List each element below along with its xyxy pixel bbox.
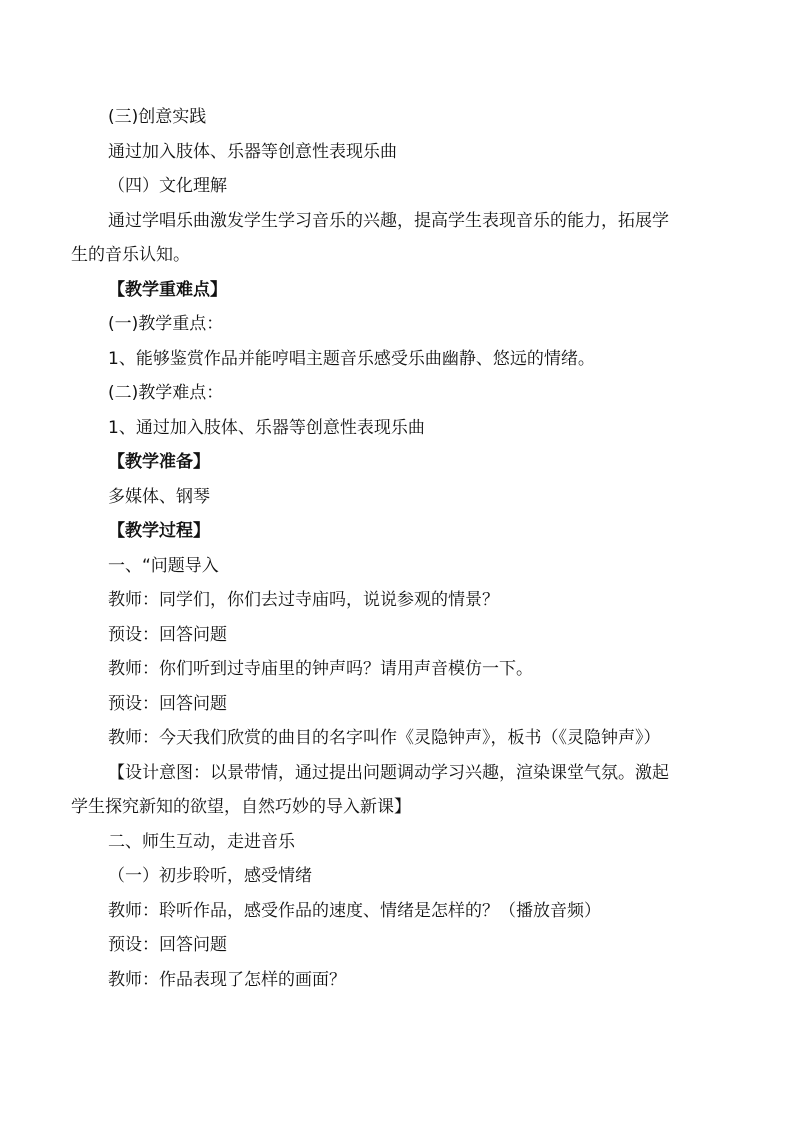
text-line: 【设计意图：以景带情，通过提出问题调动学习兴趣，渲染课堂气氛。激起: [108, 762, 669, 783]
text-line: (三)创意实践: [108, 107, 207, 127]
text-line: （一）初步聆听，感受情绪: [108, 866, 312, 886]
text-line: 1、能够鉴赏作品并能哼唱主题音乐感受乐曲幽静、悠远的情绪。: [108, 348, 595, 369]
text-line: （四）文化理解: [108, 176, 227, 196]
text-line: 1、通过加入肢体、乐器等创意性表现乐曲: [108, 417, 425, 438]
text-line: 生的音乐认知。: [71, 245, 190, 265]
text-line: (二)教学难点：: [108, 383, 224, 403]
text-line: 通过学唱乐曲激发学生学习音乐的兴趣，提高学生表现音乐的能力，拓展学: [108, 210, 669, 231]
section-heading: 【教学重难点】: [108, 279, 227, 300]
text-line: 教师：聆听作品，感受作品的速度、情绪是怎样的？（播放音频）: [108, 900, 601, 921]
text-line: 通过加入肢体、乐器等创意性表现乐曲: [108, 141, 397, 162]
section-heading: 【教学准备】: [108, 452, 210, 472]
text-line: (一)教学重点：: [108, 314, 224, 334]
document-body: [71, 100, 728, 997]
text-line: 教师：今天我们欣赏的曲目的名字叫作《灵隐钟声》，板书（《灵隐钟声》）: [108, 728, 661, 748]
text-line: 学生探究新知的欲望，自然巧妙的导入新课】: [71, 797, 411, 817]
text-line: 多媒体、钢琴: [108, 486, 210, 507]
text-line: 预设：回答问题: [108, 624, 227, 645]
text-line: 教师：你们听到过寺庙里的钟声吗？请用声音模仿一下。: [108, 659, 533, 679]
text-line: 预设：回答问题: [108, 693, 227, 714]
text-line: 一、“问题导入: [108, 555, 219, 576]
text-line: 教师：作品表现了怎样的画面？: [108, 969, 346, 990]
text-line: 预设：回答问题: [108, 935, 227, 955]
section-heading: 【教学过程】: [108, 521, 210, 541]
text-line: 二、师生互动，走进音乐: [108, 831, 295, 852]
text-line: 教师：同学们，你们去过寺庙吗，说说参观的情景？: [108, 590, 499, 610]
